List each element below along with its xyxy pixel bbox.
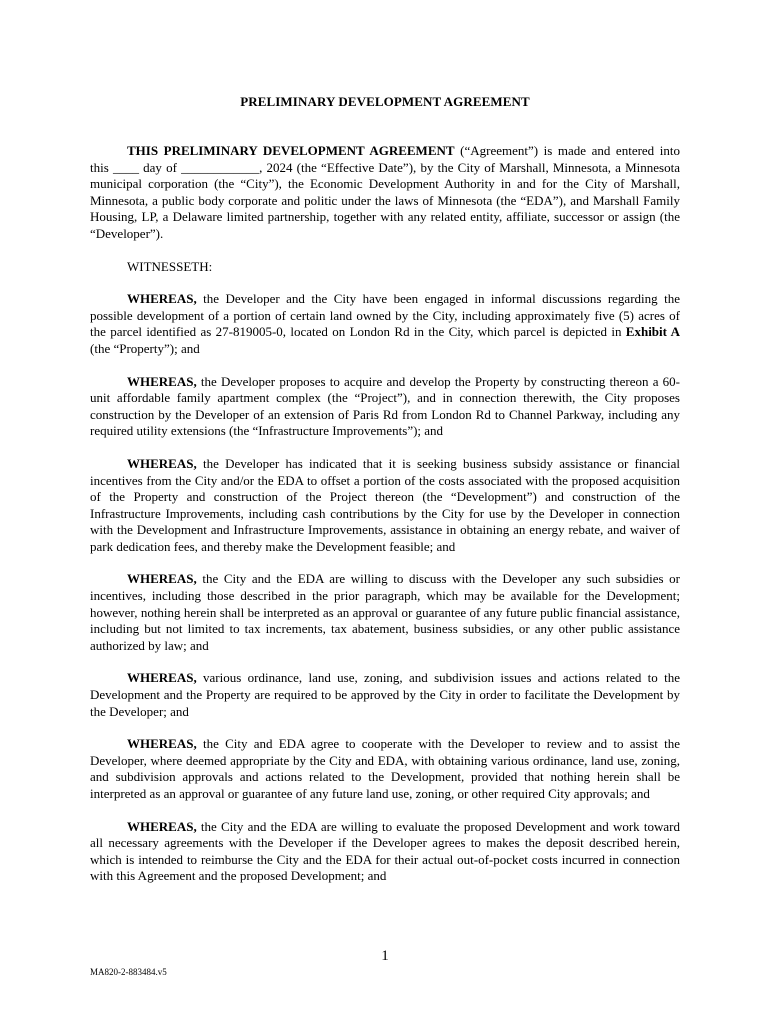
recital-lead: WHEREAS, <box>127 818 197 834</box>
recital-paragraph-4 <box>90 571 680 654</box>
recital-text-after: (the “Property”); and <box>90 340 200 356</box>
recital-lead: WHEREAS, <box>127 455 197 471</box>
recital-text: the City and the EDA are willing to discuss with the Developer any such subsidies or incentives, including those described in the prior paragraph, which may be available for the Development; however, nothing herein shall be interpreted as an approval or guarantee of any future public financial assistance, including but not limited to tax increments, tax abatement, business subsidies, or any other public assistance authorized by law; and <box>90 571 680 653</box>
recital-lead: WHEREAS, <box>127 291 197 307</box>
recital-text: various ordinance, land use, zoning, and subdivision issues and actions related to the Development and the Property are required to be approved by the City in order to facilitate the Development by the Developer; and <box>90 670 680 719</box>
intro-text: (“Agreement”) is made and entered into this ____ day of ____________, 2024 (the “Effective Date”), by the City of Marshall, Minnesota, a Minnesota municipal corporation (the “City”), the Economic Development Authority in and for the City of Marshall, Minnesota, a public body corporate and politic under the laws of Minnesota (the “EDA”), and Marshall Family Housing, LP, a Delaware limited partnership, together with any related entity, affiliate, successor or assign (the “Developer”). <box>90 143 680 241</box>
intro-lead: THIS PRELIMINARY DEVELOPMENT AGREEMENT <box>127 143 455 158</box>
document-id: MA820-2-883484.v5 <box>90 967 167 977</box>
recital-paragraph-2 <box>90 374 680 440</box>
recital-lead: WHEREAS, <box>127 736 197 752</box>
recital-paragraph-1 <box>90 291 680 357</box>
recital-text: the Developer and the City have been engaged in informal discussions regarding the possible development of a portion of certain land owned by the City, including approximately five (5) acres of the parcel identified as 27-819005-0, located on London Rd in the City, which parcel is depicted in <box>90 291 680 340</box>
intro-paragraph <box>90 143 680 243</box>
exhibit-reference: Exhibit A <box>625 324 680 340</box>
recital-lead: WHEREAS, <box>127 670 197 686</box>
recital-text: the City and the EDA are willing to evaluate the proposed Development and work toward all necessary agreements with the Developer if the Developer agrees to makes the deposit described herein, which is intended to reimburse the City and the EDA for their actual out-of-pocket costs incurred in connection with this Agreement and the proposed Development; and <box>90 818 680 884</box>
recital-paragraph-5 <box>90 670 680 720</box>
recital-paragraph-7 <box>90 819 680 885</box>
recital-lead: WHEREAS, <box>127 373 197 389</box>
recital-paragraph-6 <box>90 736 680 802</box>
document-body <box>90 143 680 901</box>
page-number: 1 <box>381 948 389 964</box>
recital-text: the Developer has indicated that it is seeking business subsidy assistance or financial incentives from the City and/or the EDA to offset a portion of the costs associated with the proposed acquisition of the Property and construction of the Project thereon (the “Development”) and construction of the Infrastructure Improvements, including cash contributions by the City for use by the Developer in connection with the Development and Infrastructure Improvements, assistance in obtaining an energy rebate, and waiver of park dedication fees, and thereby make the Development feasible; and <box>90 455 680 554</box>
recital-lead: WHEREAS, <box>127 571 197 587</box>
recital-text: the City and EDA agree to cooperate with the Developer to review and to assist the Developer, where deemed appropriate by the City and EDA, with obtaining various ordinance, land use, zoning, and subdivision approvals and actions related to the Development, provided that nothing herein shall be interpreted as an approval or guarantee of any future land use, zoning, or other required City approvals; and <box>90 736 680 801</box>
document-title: PRELIMINARY DEVELOPMENT AGREEMENT <box>240 94 530 109</box>
recital-paragraph-3 <box>90 456 680 556</box>
witnesseth-heading: WITNESSETH: <box>127 258 213 274</box>
recital-text: the Developer proposes to acquire and develop the Property by constructing thereon a 60-unit affordable family apartment complex (the “Project”), and in connection therewith, the City proposes construction by the Developer of an extension of Paris Rd from London Rd to Channel Parkway, including any required utility extensions (the “Infrastructure Improvements”); and <box>90 373 680 439</box>
